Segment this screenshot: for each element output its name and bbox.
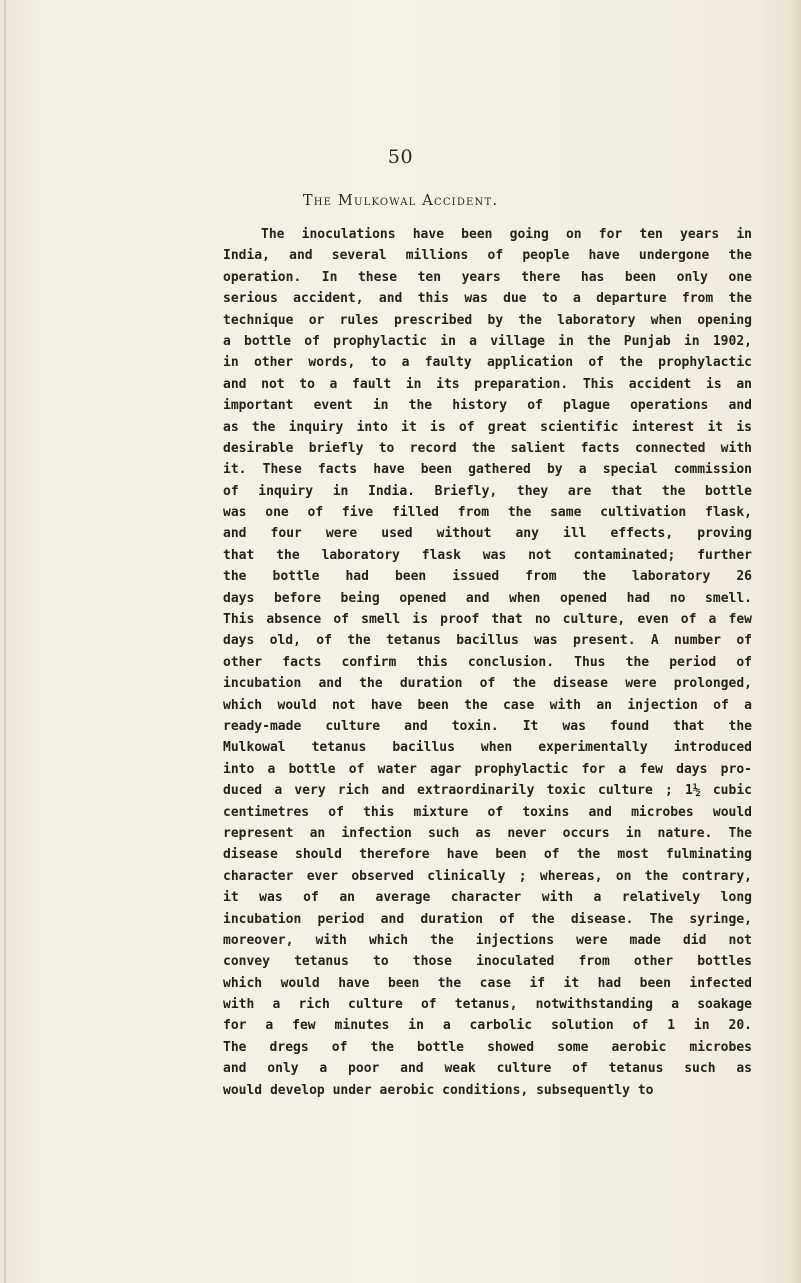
text-line: in other words, to a faulty application of the prophylactic (223, 355, 752, 371)
text-line: and four were used without any ill effects, proving (223, 526, 752, 542)
text-line: a bottle of prophylactic in a village in the Punjab in 1902, (223, 333, 752, 349)
text-line: The inoculations have been going on for ten years in (261, 227, 752, 242)
text-line: was one of five filled from the same cultivation flask, (223, 505, 752, 521)
text-line: incubation and the duration of the disease were prolonged, (223, 676, 752, 692)
page-number: 50 (387, 146, 414, 168)
section-heading: The Mulkowal Accident. (302, 193, 499, 209)
text-line: days before being opened and when opened had no smell. (223, 590, 752, 606)
text-line: the bottle had been issued from the laboratory 26 (223, 569, 752, 585)
text-line: that the laboratory flask was not contaminated; further (223, 547, 752, 563)
text-line: moreover, with which the injections were made did not (223, 932, 752, 948)
text-line: which would have been the case if it had been infected (223, 975, 752, 991)
text-line: convey tetanus to those inoculated from other bottles (223, 954, 752, 970)
text-line: serious accident, and this was due to a departure from the (223, 291, 752, 307)
text-line: as the inquiry into it is of great scientific interest it is (223, 419, 752, 435)
text-line: it. These facts have been gathered by a special commission (223, 462, 752, 478)
text-line: This absence of smell is proof that no culture, even of a few (223, 612, 752, 628)
text-line: operation. In these ten years there has been only one (223, 269, 752, 285)
text-line: duced a very rich and extraordinarily toxic culture ; 1½ cubic (223, 783, 752, 799)
text-line: other facts confirm this conclusion. Thus the period of (223, 654, 752, 670)
text-line: ready-made culture and toxin. It was found that the (223, 718, 752, 734)
text-line: of inquiry in India. Briefly, they are that the bottle (223, 483, 752, 499)
body-text (223, 224, 752, 1101)
text-line: The dregs of the bottle showed some aerobic microbes (223, 1039, 752, 1055)
text-line: represent an infection such as never occurs in nature. The (223, 825, 752, 841)
text-line: technique or rules prescribed by the laboratory when opening (223, 312, 752, 328)
text-line: centimetres of this mixture of toxins and microbes would (223, 804, 752, 820)
text-line: and only a poor and weak culture of tetanus such as (223, 1061, 752, 1077)
text-line: important event in the history of plague operations and (223, 398, 752, 414)
text-line: days old, of the tetanus bacillus was present. A number of (223, 633, 752, 649)
text-line: would develop under aerobic conditions, subsequently to (223, 1082, 654, 1098)
text-line: into a bottle of water agar prophylactic for a few days pro- (223, 761, 752, 777)
text-line: for a few minutes in a carbolic solution of 1 in 20. (223, 1018, 752, 1034)
text-line: which would not have been the case with an injection of a (223, 697, 752, 713)
text-line: desirable briefly to record the salient facts connected with (223, 440, 752, 456)
text-line: Mulkowal tetanus bacillus when experimentally introduced (223, 740, 752, 756)
text-line: character ever observed clinically ; whereas, on the contrary, (223, 868, 752, 884)
text-line: and not to a fault in its preparation. This accident is an (223, 376, 752, 392)
text-line: India, and several millions of people have undergone the (223, 248, 752, 264)
text-line: incubation period and duration of the disease. The syringe, (223, 911, 752, 927)
text-line: it was of an average character with a relatively long (223, 890, 752, 906)
text-line: with a rich culture of tetanus, notwithstanding a soakage (223, 997, 752, 1013)
text-line: disease should therefore have been of the most fulminating (223, 847, 752, 863)
